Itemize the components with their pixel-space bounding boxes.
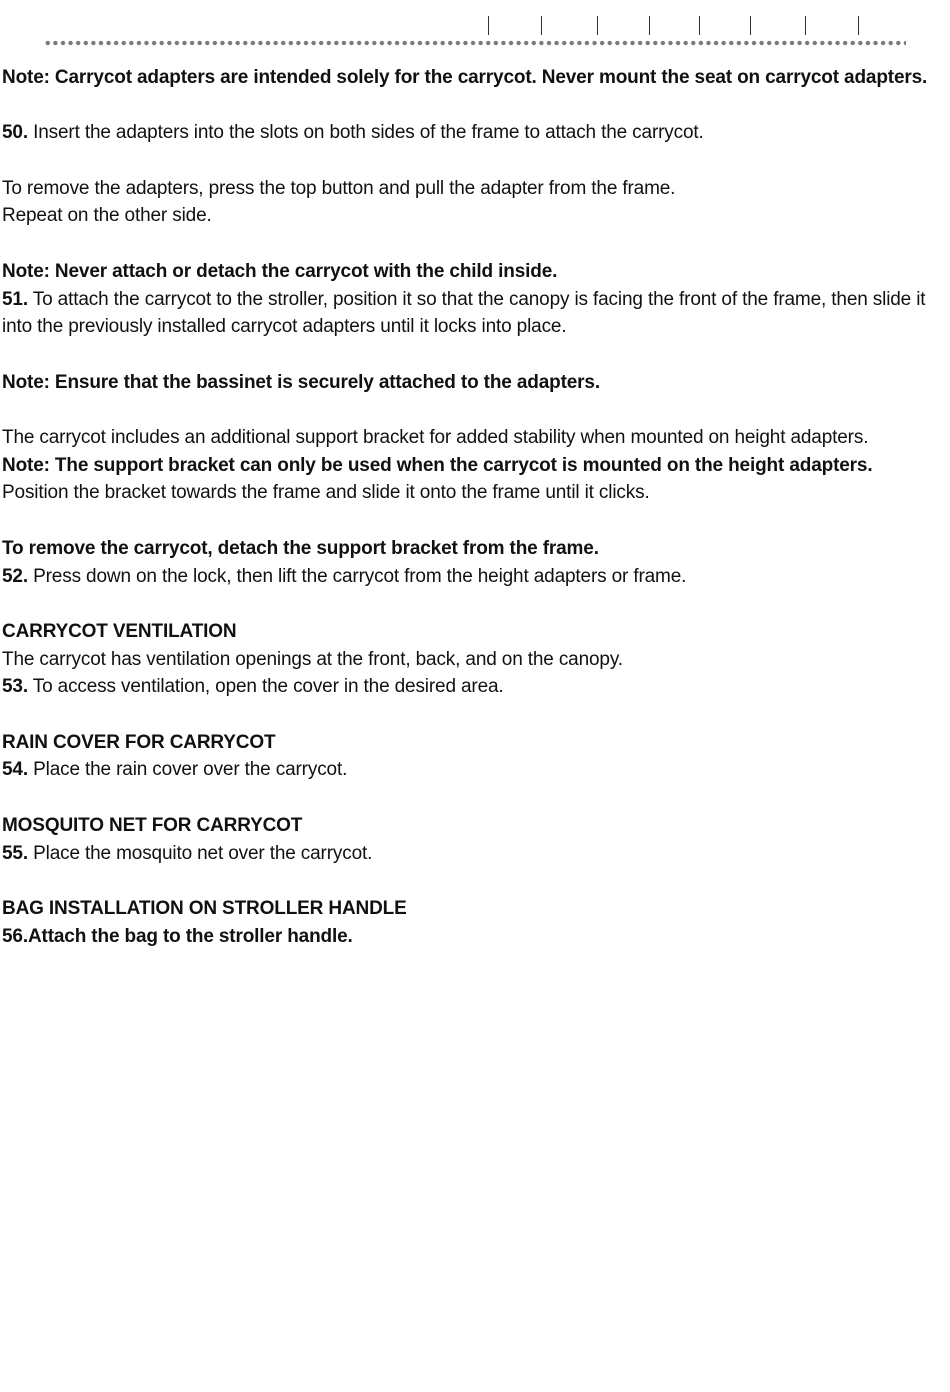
- repeat-other-side-text: Repeat on the other side.: [2, 205, 212, 227]
- instructions-body: [2, 64, 942, 950]
- step-text: Insert the adapters into the slots on both sides of the frame to attach the carrycot.: [27, 122, 704, 144]
- mosquito-net-heading: MOSQUITO NET FOR CARRYCOT: [2, 814, 303, 836]
- step-52: [2, 563, 942, 591]
- tick-mark: [541, 16, 542, 35]
- tick-mark: [649, 16, 650, 35]
- step-54: [2, 756, 942, 784]
- note-carrycot-adapters: Note: Carrycot adapters are intended solely for the carrycot. Never mount the seat on carrycot adapters.: [2, 67, 928, 88]
- step-text: To access ventilation, open the cover in the desired area.: [27, 676, 504, 698]
- rain-cover-heading: RAIN COVER FOR CARRYCOT: [2, 731, 276, 753]
- step-53: [2, 673, 942, 701]
- step-text: Press down on the lock, then lift the carrycot from the height adapters or frame.: [27, 565, 687, 587]
- tick-mark: [858, 16, 859, 35]
- support-bracket-intro: The carrycot includes an additional support bracket for added stability when mounted on height adapters.: [2, 427, 869, 449]
- step-text: Place the mosquito net over the carrycot.: [27, 842, 373, 864]
- step-text: To attach the carrycot to the stroller, position it so that the canopy is facing the front of the frame, then slide it into the previously installed carrycot adapters until it locks into place.: [2, 288, 926, 338]
- remove-adapters-text: To remove the adapters, press the top button and pull the adapter from the frame.: [2, 177, 676, 199]
- step-number: 50.: [2, 122, 28, 144]
- tick-mark: [488, 16, 489, 35]
- note-support-bracket: Note: The support bracket can only be used when the carrycot is mounted on the height adapters.: [2, 454, 873, 476]
- bag-installation-heading: BAG INSTALLATION ON STROLLER HANDLE: [2, 897, 407, 919]
- step-55: [2, 840, 942, 868]
- step-number: 55.: [2, 842, 28, 864]
- note-child-inside: Note: Never attach or detach the carrycot with the child inside.: [2, 260, 558, 282]
- tick-mark: [699, 16, 700, 35]
- dotted-divider: [44, 40, 906, 46]
- step-50: [2, 119, 942, 147]
- remove-carrycot-heading: To remove the carrycot, detach the support bracket from the frame.: [2, 537, 599, 559]
- ventilation-text: The carrycot has ventilation openings at the front, back, and on the canopy.: [2, 648, 623, 670]
- step-number: 53.: [2, 676, 28, 698]
- header-ticks: [0, 16, 950, 36]
- step-number: 54.: [2, 759, 28, 781]
- step-56: 56.Attach the bag to the stroller handle.: [2, 925, 353, 947]
- step-number: 51.: [2, 288, 28, 310]
- tick-mark: [805, 16, 806, 35]
- tick-mark: [750, 16, 751, 35]
- note-bassinet-secure: Note: Ensure that the bassinet is securely attached to the adapters.: [2, 371, 600, 393]
- step-number: 52.: [2, 565, 28, 587]
- ventilation-heading: CARRYCOT VENTILATION: [2, 620, 237, 642]
- step-51: [2, 286, 942, 341]
- bracket-position-text: Position the bracket towards the frame and slide it onto the frame until it clicks.: [2, 482, 650, 504]
- tick-mark: [597, 16, 598, 35]
- step-text: Place the rain cover over the carrycot.: [27, 759, 348, 781]
